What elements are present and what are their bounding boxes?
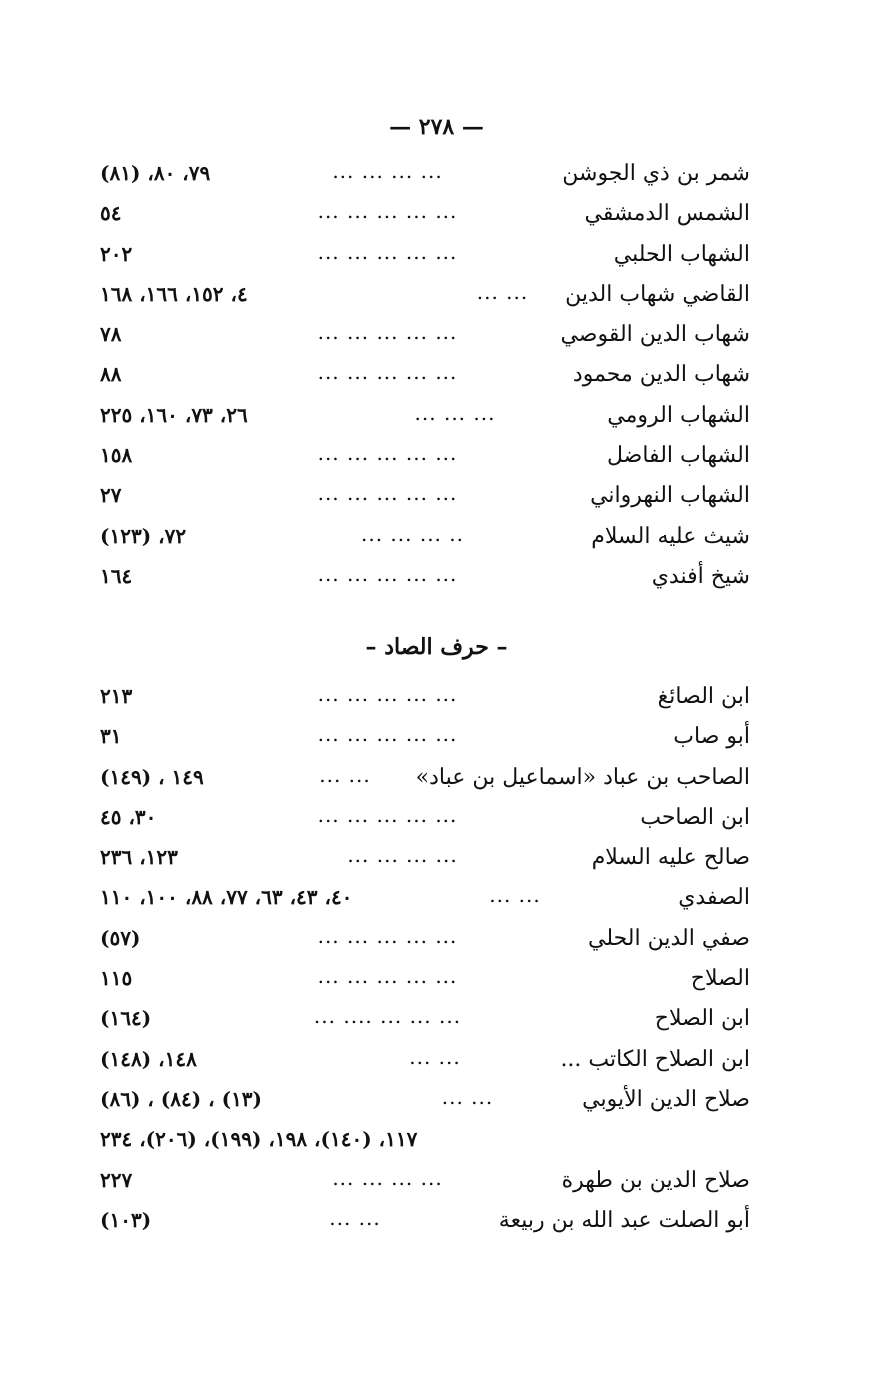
entry-name: الشهاب الفاضل <box>607 443 750 469</box>
page-refs: ٧٩، ٨٠، (٨١) <box>100 161 211 185</box>
leader-dots: ... ... <box>476 279 529 304</box>
page-refs: ٢٦، ٧٣، ١٦٠، ٢٢٥ <box>100 402 248 427</box>
page-refs: ٢٠٢ <box>100 241 133 266</box>
page-refs: ٣٠، ٤٥ <box>100 804 157 829</box>
entry-name: أبو الصلت عبد الله بن ربيعة <box>498 1207 750 1233</box>
page-refs: ٣١ <box>100 724 122 749</box>
page-refs: ٢٢٧ <box>100 1167 133 1192</box>
leader-dots: ... ... ... ... ... <box>317 481 458 506</box>
entry-name: شهاب الدين القوصي <box>560 322 750 348</box>
page-refs: ١٢٣، ٢٣٦ <box>100 845 178 870</box>
leader-dots: ... ... ... ... ... <box>317 441 458 466</box>
page-refs: (١٦٤) <box>100 1006 152 1031</box>
page-refs: ١١٧، (١٤٠)، ١٩٨، (١٩٩)، (٢٠٦)، ٢٣٤ <box>100 1127 418 1152</box>
index-entry <box>100 278 750 318</box>
section-heading: – حرف الصاد – <box>365 634 508 660</box>
page-refs: (٥٧) <box>100 925 141 950</box>
leader-dots: ... ... <box>409 1044 461 1069</box>
page-refs: ٤٠، ٤٣، ٦٣، ٧٧، ٨٨، ١٠٠، ١١٠ <box>100 885 353 910</box>
leader-dots: ... ... <box>329 1205 381 1230</box>
leader-dots: ... ... ... ... ... <box>317 199 458 224</box>
index-entry <box>100 479 750 519</box>
index-entry <box>100 318 750 358</box>
entry-name: الشمس الدمشقي <box>584 201 750 227</box>
entry-name: صفي الدين الحلي <box>587 925 750 951</box>
leader-dots: ... ... ... ... ... <box>317 682 458 706</box>
entry-name: شهاب الدين محمود <box>572 362 750 388</box>
page-refs: (١٠٣) <box>100 1207 152 1232</box>
index-section-sad <box>100 680 750 1244</box>
index-entry <box>100 238 750 278</box>
index-entry <box>100 962 750 1002</box>
entry-name: ابن الصاحب <box>640 804 750 830</box>
page-refs: (١٣) ، (٨٤) ، (٨٦) <box>100 1086 263 1111</box>
leader-dots: ... .... ... ... ... <box>313 1004 462 1029</box>
leader-dots: ... ... <box>441 1084 494 1109</box>
entry-name: ابن الصلاح <box>654 1006 750 1032</box>
entry-name: ابن الصائغ <box>657 684 750 709</box>
leader-dots: ... ... ... ... ... <box>317 239 458 264</box>
index-entry <box>100 1204 750 1244</box>
entry-name: صلاح الدين الأيوبي <box>582 1086 750 1112</box>
page-refs: ٧٢، (١٢٣) <box>100 523 187 548</box>
index-entry <box>100 1164 750 1204</box>
index-entry <box>100 680 750 720</box>
entry-name: الصفدي <box>678 885 750 911</box>
page-refs: ٤، ١٥٢، ١٦٦، ١٦٨ <box>100 281 248 306</box>
entry-name: الصاحب بن عباد «اسماعيل بن عباد» <box>415 764 750 790</box>
entry-name: الشهاب النهرواني <box>590 483 750 509</box>
page-refs: ١١٥ <box>100 966 133 991</box>
index-entry <box>100 520 750 560</box>
leader-dots: ... ... ... ... <box>347 843 458 868</box>
index-entry <box>100 761 750 801</box>
leader-dots: ... ... ... ... ... <box>317 964 458 989</box>
page-refs: ١٦٤ <box>100 563 133 588</box>
entry-name: صلاح الدين بن طهرة <box>561 1167 750 1193</box>
index-entry <box>100 560 750 600</box>
index-entry <box>100 358 750 398</box>
index-entry <box>100 439 750 479</box>
entry-name: شيخ أفندي <box>651 563 750 589</box>
index-entry <box>100 801 750 841</box>
index-entry <box>100 841 750 881</box>
entry-name: أبو صاب <box>673 724 750 750</box>
entry-name: شيث عليه السلام <box>591 523 750 549</box>
page-refs: ١٤٩ ، (١٤٩) <box>100 764 204 789</box>
leader-dots: ... ... ... ... ... <box>317 320 458 345</box>
leader-dots: ... ... <box>489 883 541 908</box>
page-refs: ٢٧ <box>100 483 122 508</box>
index-entry <box>100 922 750 962</box>
leader-dots: ... ... ... ... ... <box>317 360 458 385</box>
leader-dots: ... ... ... <box>414 400 496 425</box>
page-refs: ٢١٣ <box>100 684 133 708</box>
leader-dots: ... ... ... ... ... <box>317 802 458 827</box>
leader-dots: ... ... ... ... <box>332 159 443 183</box>
index-entry-continuation <box>100 1123 750 1163</box>
page-refs: ٥٤ <box>100 201 122 226</box>
page-number: — ٢٧٨ — <box>389 114 484 140</box>
page-refs: ٨٨ <box>100 362 122 387</box>
index-section-shin <box>100 157 750 600</box>
page-refs: ١٤٨، (١٤٨) <box>100 1046 197 1071</box>
leader-dots: ... ... ... ... ... <box>317 561 458 586</box>
entry-name: ابن الصلاح الكاتب ... <box>560 1046 750 1072</box>
leader-dots: ... ... ... ... ... <box>317 923 458 948</box>
index-entry <box>100 157 750 197</box>
index-entry <box>100 720 750 760</box>
index-entry <box>100 1083 750 1123</box>
leader-dots: ... ... <box>319 762 371 787</box>
entry-name: القاضي شهاب الدين <box>565 281 750 307</box>
leader-dots: ... ... ... ... <box>332 1165 443 1190</box>
entry-name: الشهاب الرومي <box>607 402 750 428</box>
leader-dots: ... ... ... .. <box>360 521 464 546</box>
entry-name: الشهاب الحلبي <box>613 241 750 267</box>
entry-name: الصلاح <box>690 966 750 992</box>
index-entry <box>100 399 750 439</box>
leader-dots: ... ... ... ... ... <box>317 722 458 747</box>
index-entry <box>100 881 750 921</box>
entry-name: صالح عليه السلام <box>591 845 750 871</box>
entry-name: شمر بن ذي الجوشن <box>562 161 750 186</box>
page-refs: ١٥٨ <box>100 443 133 468</box>
index-entry <box>100 197 750 237</box>
page-refs: ٧٨ <box>100 322 122 347</box>
index-entry <box>100 1002 750 1042</box>
index-entry <box>100 1043 750 1083</box>
